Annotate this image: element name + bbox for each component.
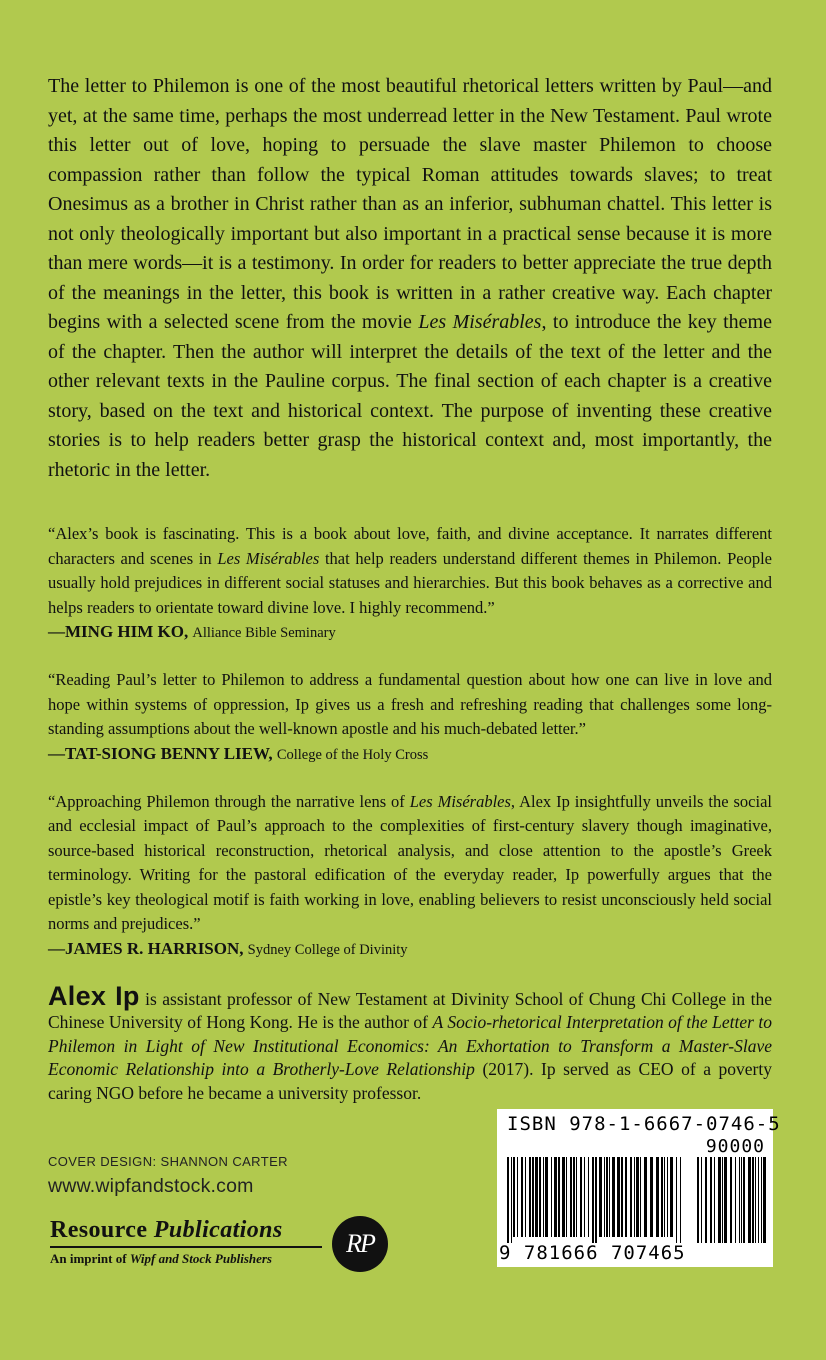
publisher-logo-icon: RP bbox=[332, 1216, 388, 1272]
addon-bar bbox=[724, 1157, 727, 1243]
credits bbox=[48, 1154, 288, 1198]
barcode-bar bbox=[604, 1157, 605, 1237]
addon-bar bbox=[697, 1157, 699, 1243]
addon-bar bbox=[758, 1157, 759, 1243]
barcode-bar bbox=[580, 1157, 582, 1237]
barcode-bar bbox=[554, 1157, 557, 1237]
barcode-bar bbox=[507, 1157, 509, 1243]
barcode-bar bbox=[573, 1157, 575, 1237]
addon-bar bbox=[710, 1157, 712, 1243]
barcode-bars bbox=[505, 1157, 767, 1243]
barcode-bar bbox=[599, 1157, 602, 1237]
author-bio: Alex Ip is assistant professor of New Testament at Divinity School of Chung Chi College in the Chinese University of Hong Kong. He is the author of A Socio-rhetorical Interpretation of the Letter to Philemon in Light of New Institutional Economics: An Exhortation to Transform a Master-Slave Economic Relationship into a Brotherly-Love Relationship (2017). Ip served as CEO of a poverty caring NGO before he became a university professor. bbox=[48, 980, 772, 1103]
barcode-bar bbox=[532, 1157, 534, 1237]
barcode-bar bbox=[517, 1157, 518, 1237]
endorsement-attribution bbox=[48, 937, 772, 962]
publisher-imprint bbox=[50, 1217, 322, 1267]
book-description bbox=[48, 72, 772, 485]
barcode-bar bbox=[667, 1157, 668, 1237]
addon-bar bbox=[748, 1157, 751, 1243]
barcode-bar bbox=[650, 1157, 653, 1237]
description-paragraph: The letter to Philemon is one of the most beautiful rhetorical letters written by Paul—and yet, at the same time, perhaps the most underread letter in the New Testament. Paul wrote this letter out of love, hoping to persuade the slave master Philemon to choose compassion rather than follow the typical Roman attitudes towards slaves; to treat Onesimus as a brother in Christ rather than as an inferior, subhuman chattel. This letter is not only theologically important but also important in a practical sense because it is more than mere words—it is a testimony. In order for readers to better appreciate the true depth of the meanings in the letter, this book is written in a rather creative way. Each chapter begins with a selected scene from the movie Les Misérables, to introduce the key theme of the chapter. Then the author will interpret the details of the text of the letter and the other relevant texts in the Pauline corpus. The final section of each chapter is a creative story, based on the text and historical context. The purpose of inventing these creative stories is to help readers better grasp the historical context and, most importantly, the rhetoric in the letter. bbox=[48, 75, 772, 481]
addon-bar bbox=[722, 1157, 723, 1243]
barcode-bar bbox=[595, 1157, 597, 1243]
barcode-bar bbox=[543, 1157, 544, 1237]
cover-design-credit: COVER DESIGN: SHANNON CARTER bbox=[48, 1154, 288, 1169]
barcode-bar bbox=[551, 1157, 552, 1237]
barcode-bar bbox=[612, 1157, 615, 1237]
barcode-bar bbox=[680, 1157, 681, 1243]
addon-bar bbox=[763, 1157, 766, 1243]
isbn-barcode bbox=[497, 1109, 781, 1267]
barcode-bar bbox=[521, 1157, 523, 1237]
endorser-affiliation: Alliance Bible Seminary bbox=[192, 625, 336, 641]
barcode-bar bbox=[606, 1157, 608, 1237]
barcode-bar bbox=[609, 1157, 610, 1237]
barcode-bar bbox=[630, 1157, 632, 1237]
addon-bar bbox=[741, 1157, 742, 1243]
barcode-bar bbox=[676, 1157, 677, 1243]
barcode-bar bbox=[562, 1157, 565, 1237]
barcode-bar bbox=[584, 1157, 585, 1237]
barcode-bar bbox=[664, 1157, 665, 1237]
endorsement-quote: “Reading Paul’s letter to Philemon to address a fundamental question about how one can live in love and hope within systems of oppression, Ip gives us a fresh and refreshing reading that challenges some long-standing assumptions about the well-known apostle and his much-debated letter.” bbox=[48, 670, 772, 738]
publisher-website: www.wipfandstock.com bbox=[48, 1175, 254, 1197]
barcode-bar bbox=[640, 1157, 641, 1237]
barcode-bar bbox=[644, 1157, 647, 1237]
isbn-number: ISBN 978-1-6667-0746-5 bbox=[507, 1113, 781, 1135]
barcode-bar bbox=[588, 1157, 589, 1237]
endorsement-quote: “Alex’s book is fascinating. This is a book about love, faith, and divine acceptance. It narrates different characters and scenes in Les Misérables that help readers understand different themes in Philemon. People usually hold prejudices in different social statuses and hierarchies. But this book behaves as a corrective and helps readers to orientate toward divine love. I highly recommend.” bbox=[48, 524, 772, 617]
barcode-bar bbox=[525, 1157, 526, 1237]
endorsement-attribution bbox=[48, 620, 772, 645]
endorser-name: —MING HIM KO, bbox=[48, 622, 189, 641]
barcode-bar bbox=[636, 1157, 639, 1237]
barcode-bar bbox=[661, 1157, 663, 1237]
author-previous-book-title: A Socio-rhetorical Interpretation of the Letter to Philemon in Light of New Institutional Economics: An Exhortation to Transform a Master-Slave Economic Relationship into a Brotherly-Love Relationship bbox=[48, 1012, 772, 1079]
endorser-affiliation: College of the Holy Cross bbox=[276, 746, 429, 763]
barcode-bar bbox=[625, 1157, 627, 1237]
publisher-subtitle: An imprint of Wipf and Stock Publishers bbox=[50, 1251, 272, 1266]
barcode-bar bbox=[670, 1157, 673, 1237]
addon-bar bbox=[718, 1157, 721, 1243]
barcode-bar bbox=[634, 1157, 635, 1237]
endorser-name: —TAT-SIONG BENNY LIEW, bbox=[48, 743, 273, 763]
endorsement bbox=[48, 522, 772, 645]
endorsement-quote: “Approaching Philemon through the narrative lens of Les Misérables, Alex Ip insightfully unveils the social and ecclesial impact of Paul’s approach to the complexities of first-century slavery though imaginative, source-based historical reconstruction, rhetorical analysis, and close attention to the apostle’s Greek terminology. Writing for the pastoral edification of the everyday reader, Ip powerfully argues that the epistle’s key theological motif is faith working in love, enabling believers to resist unconsciously held social norms and prejudices.” bbox=[48, 791, 772, 933]
publisher-name: Resource Publications bbox=[50, 1217, 322, 1248]
author-name: Alex Ip bbox=[48, 980, 140, 1011]
barcode-bar bbox=[539, 1157, 541, 1237]
addon-bar bbox=[701, 1157, 702, 1243]
addon-bar bbox=[752, 1157, 754, 1243]
addon-bar bbox=[739, 1157, 740, 1243]
barcode-bar bbox=[656, 1157, 659, 1237]
barcode-bar bbox=[592, 1157, 594, 1243]
barcode-bar bbox=[535, 1157, 538, 1237]
endorsement-attribution bbox=[48, 742, 772, 767]
addon-bar bbox=[755, 1157, 756, 1243]
ean-digits: 9 781666 707465 bbox=[499, 1242, 686, 1264]
barcode-bar bbox=[576, 1157, 577, 1237]
addon-bar bbox=[735, 1157, 736, 1243]
price-addon-code: 90000 bbox=[705, 1136, 765, 1157]
barcode-bar bbox=[566, 1157, 567, 1237]
addon-bar bbox=[761, 1157, 762, 1243]
endorser-name: —JAMES R. HARRISON, bbox=[48, 938, 244, 958]
addon-bar bbox=[743, 1157, 745, 1243]
barcode-bar bbox=[511, 1157, 512, 1243]
barcode-bar bbox=[570, 1157, 572, 1237]
back-cover-content bbox=[48, 72, 772, 1105]
barcode-bar bbox=[513, 1157, 515, 1237]
barcode-bar bbox=[529, 1157, 531, 1237]
addon-bar bbox=[730, 1157, 732, 1243]
addon-bar bbox=[705, 1157, 707, 1243]
barcode-bar bbox=[545, 1157, 548, 1237]
endorser-affiliation: Sydney College of Divinity bbox=[247, 941, 408, 958]
endorsements bbox=[48, 522, 772, 962]
barcode-bar bbox=[617, 1157, 620, 1237]
addon-bar bbox=[714, 1157, 715, 1243]
endorsement bbox=[48, 668, 772, 767]
endorsement bbox=[48, 790, 772, 962]
barcode-bar bbox=[558, 1157, 560, 1237]
barcode-bar bbox=[621, 1157, 623, 1237]
